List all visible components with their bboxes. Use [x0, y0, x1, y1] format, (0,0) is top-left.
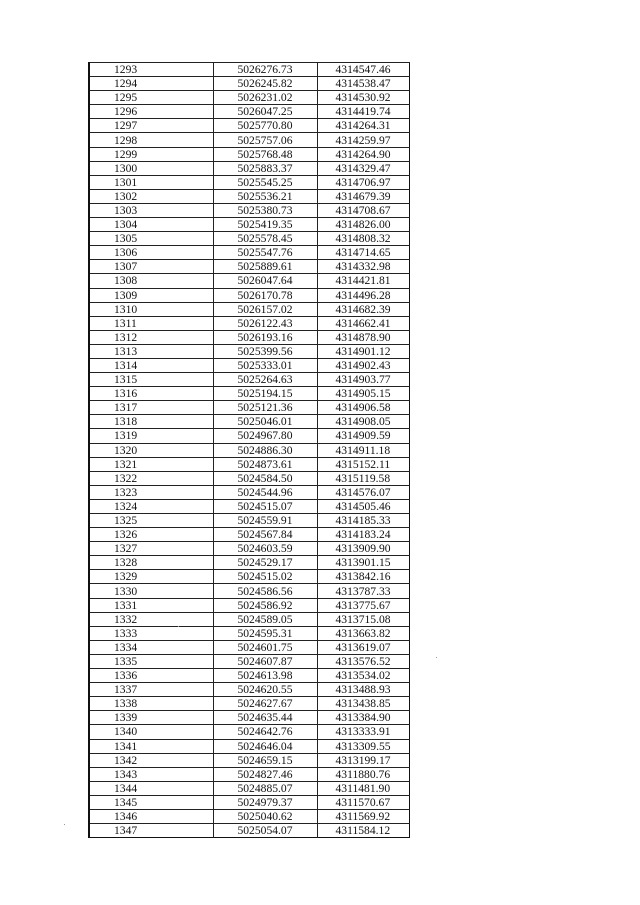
y-coordinate-cell: 4314505.46 [317, 499, 409, 513]
point-number-cell: 1312 [89, 330, 213, 344]
y-coordinate-cell: 4314538.47 [317, 77, 409, 91]
x-coordinate-cell: 5024979.37 [213, 795, 317, 809]
point-number-cell: 1295 [89, 91, 213, 105]
y-coordinate-cell: 4314332.98 [317, 260, 409, 274]
x-coordinate-cell: 5026122.43 [213, 316, 317, 330]
x-coordinate-cell: 5024646.04 [213, 739, 317, 753]
table-row [89, 584, 409, 598]
point-number-cell: 1325 [89, 514, 213, 528]
table-row [89, 387, 409, 401]
point-number-cell: 1341 [89, 739, 213, 753]
point-number-cell: 1313 [89, 344, 213, 358]
y-coordinate-cell: 4314908.05 [317, 415, 409, 429]
y-coordinate-cell: 4313619.07 [317, 640, 409, 654]
y-coordinate-cell: 4314708.67 [317, 203, 409, 217]
y-coordinate-cell: 4314706.97 [317, 175, 409, 189]
point-number-cell: 1338 [89, 697, 213, 711]
point-number-cell: 1328 [89, 556, 213, 570]
x-coordinate-cell: 5024603.59 [213, 542, 317, 556]
point-number-cell: 1317 [89, 401, 213, 415]
y-coordinate-cell: 4314901.12 [317, 344, 409, 358]
x-coordinate-cell: 5025757.06 [213, 133, 317, 147]
table-row [89, 767, 409, 781]
table-row [89, 373, 409, 387]
x-coordinate-cell: 5026193.16 [213, 330, 317, 344]
y-coordinate-cell: 4314264.31 [317, 119, 409, 133]
point-number-cell: 1329 [89, 570, 213, 584]
scan-speck [436, 657, 437, 658]
point-number-cell: 1296 [89, 105, 213, 119]
x-coordinate-cell: 5025768.48 [213, 147, 317, 161]
x-coordinate-cell: 5024567.84 [213, 528, 317, 542]
x-coordinate-cell: 5024589.05 [213, 612, 317, 626]
table-row [89, 330, 409, 344]
table-row [89, 147, 409, 161]
point-number-cell: 1324 [89, 499, 213, 513]
x-coordinate-cell: 5024601.75 [213, 640, 317, 654]
point-number-cell: 1337 [89, 683, 213, 697]
point-number-cell: 1293 [89, 63, 213, 77]
x-coordinate-cell: 5026231.02 [213, 91, 317, 105]
point-number-cell: 1320 [89, 443, 213, 457]
point-number-cell: 1311 [89, 316, 213, 330]
table-row [89, 401, 409, 415]
table-row [89, 189, 409, 203]
point-number-cell: 1315 [89, 373, 213, 387]
point-number-cell: 1298 [89, 133, 213, 147]
table-row [89, 344, 409, 358]
y-coordinate-cell: 4314878.90 [317, 330, 409, 344]
point-number-cell: 1305 [89, 232, 213, 246]
point-number-cell: 1308 [89, 274, 213, 288]
table-row [89, 105, 409, 119]
point-number-cell: 1299 [89, 147, 213, 161]
point-number-cell: 1326 [89, 528, 213, 542]
point-number-cell: 1345 [89, 795, 213, 809]
y-coordinate-cell: 4313842.16 [317, 570, 409, 584]
y-coordinate-cell: 4313488.93 [317, 683, 409, 697]
table-row [89, 415, 409, 429]
table-row [89, 514, 409, 528]
table-row [89, 358, 409, 372]
x-coordinate-cell: 5025046.01 [213, 415, 317, 429]
point-number-cell: 1307 [89, 260, 213, 274]
x-coordinate-cell: 5024620.55 [213, 683, 317, 697]
y-coordinate-cell: 4313438.85 [317, 697, 409, 711]
y-coordinate-cell: 4314905.15 [317, 387, 409, 401]
point-number-cell: 1330 [89, 584, 213, 598]
x-coordinate-cell: 5025264.63 [213, 373, 317, 387]
y-coordinate-cell: 4313909.90 [317, 542, 409, 556]
y-coordinate-cell: 4313534.02 [317, 669, 409, 683]
y-coordinate-cell: 4314808.32 [317, 232, 409, 246]
x-coordinate-cell: 5024515.02 [213, 570, 317, 584]
y-coordinate-cell: 4311570.67 [317, 795, 409, 809]
y-coordinate-cell: 4313384.90 [317, 711, 409, 725]
table-row [89, 598, 409, 612]
point-number-cell: 1346 [89, 809, 213, 823]
x-coordinate-cell: 5024529.17 [213, 556, 317, 570]
y-coordinate-cell: 4314902.43 [317, 358, 409, 372]
x-coordinate-cell: 5026157.02 [213, 302, 317, 316]
point-number-cell: 1301 [89, 175, 213, 189]
table-row [89, 161, 409, 175]
x-coordinate-cell: 5026047.64 [213, 274, 317, 288]
x-coordinate-cell: 5026245.82 [213, 77, 317, 91]
y-coordinate-cell: 4311569.92 [317, 809, 409, 823]
y-coordinate-cell: 4313333.91 [317, 725, 409, 739]
y-coordinate-cell: 4314496.28 [317, 288, 409, 302]
y-coordinate-cell: 4314679.39 [317, 189, 409, 203]
table-row [89, 739, 409, 753]
point-number-cell: 1316 [89, 387, 213, 401]
point-number-cell: 1340 [89, 725, 213, 739]
y-coordinate-cell: 4311880.76 [317, 767, 409, 781]
point-number-cell: 1332 [89, 612, 213, 626]
x-coordinate-cell: 5026047.25 [213, 105, 317, 119]
x-coordinate-cell: 5025399.56 [213, 344, 317, 358]
scan-speck [178, 626, 179, 627]
table-row [89, 133, 409, 147]
y-coordinate-cell: 4313787.33 [317, 584, 409, 598]
point-number-cell: 1318 [89, 415, 213, 429]
x-coordinate-cell: 5025536.21 [213, 189, 317, 203]
x-coordinate-cell: 5025545.25 [213, 175, 317, 189]
x-coordinate-cell: 5026170.78 [213, 288, 317, 302]
table-row [89, 288, 409, 302]
y-coordinate-cell: 4314903.77 [317, 373, 409, 387]
point-number-cell: 1347 [89, 824, 213, 838]
table-row [89, 795, 409, 809]
y-coordinate-cell: 4314547.46 [317, 63, 409, 77]
point-number-cell: 1336 [89, 669, 213, 683]
x-coordinate-cell: 5024613.98 [213, 669, 317, 683]
coordinates-table [88, 62, 410, 838]
point-number-cell: 1327 [89, 542, 213, 556]
y-coordinate-cell: 4314662.41 [317, 316, 409, 330]
table-row [89, 753, 409, 767]
point-number-cell: 1335 [89, 654, 213, 668]
table-row [89, 457, 409, 471]
table-row [89, 697, 409, 711]
point-number-cell: 1319 [89, 429, 213, 443]
x-coordinate-cell: 5024886.30 [213, 443, 317, 457]
x-coordinate-cell: 5025578.45 [213, 232, 317, 246]
x-coordinate-cell: 5024635.44 [213, 711, 317, 725]
table-row [89, 626, 409, 640]
x-coordinate-cell: 5024659.15 [213, 753, 317, 767]
x-coordinate-cell: 5024642.76 [213, 725, 317, 739]
point-number-cell: 1302 [89, 189, 213, 203]
x-coordinate-cell: 5025054.07 [213, 824, 317, 838]
table-row [89, 781, 409, 795]
point-number-cell: 1297 [89, 119, 213, 133]
table-row [89, 119, 409, 133]
x-coordinate-cell: 5024595.31 [213, 626, 317, 640]
y-coordinate-cell: 4315119.58 [317, 471, 409, 485]
x-coordinate-cell: 5025883.37 [213, 161, 317, 175]
y-coordinate-cell: 4314419.74 [317, 105, 409, 119]
table-row [89, 471, 409, 485]
table-row [89, 725, 409, 739]
point-number-cell: 1310 [89, 302, 213, 316]
table-row [89, 63, 409, 77]
y-coordinate-cell: 4313715.08 [317, 612, 409, 626]
table-row [89, 528, 409, 542]
table-row [89, 640, 409, 654]
x-coordinate-cell: 5024544.96 [213, 485, 317, 499]
table-row [89, 683, 409, 697]
x-coordinate-cell: 5025121.36 [213, 401, 317, 415]
x-coordinate-cell: 5024885.07 [213, 781, 317, 795]
table-row [89, 218, 409, 232]
x-coordinate-cell: 5024873.61 [213, 457, 317, 471]
table-row [89, 824, 409, 838]
y-coordinate-cell: 4314264.90 [317, 147, 409, 161]
x-coordinate-cell: 5025194.15 [213, 387, 317, 401]
table-row [89, 485, 409, 499]
x-coordinate-cell: 5025419.35 [213, 218, 317, 232]
point-number-cell: 1303 [89, 203, 213, 217]
y-coordinate-cell: 4314826.00 [317, 218, 409, 232]
x-coordinate-cell: 5024559.91 [213, 514, 317, 528]
table-row [89, 232, 409, 246]
y-coordinate-cell: 4313901.15 [317, 556, 409, 570]
point-number-cell: 1334 [89, 640, 213, 654]
y-coordinate-cell: 4313775.67 [317, 598, 409, 612]
x-coordinate-cell: 5024627.67 [213, 697, 317, 711]
y-coordinate-cell: 4314576.07 [317, 485, 409, 499]
x-coordinate-cell: 5025333.01 [213, 358, 317, 372]
point-number-cell: 1294 [89, 77, 213, 91]
table-row [89, 570, 409, 584]
y-coordinate-cell: 4315152.11 [317, 457, 409, 471]
y-coordinate-cell: 4314911.18 [317, 443, 409, 457]
table-row [89, 77, 409, 91]
x-coordinate-cell: 5024584.50 [213, 471, 317, 485]
point-number-cell: 1344 [89, 781, 213, 795]
table-row [89, 612, 409, 626]
y-coordinate-cell: 4311481.90 [317, 781, 409, 795]
table-row [89, 316, 409, 330]
coordinates-table-body [89, 63, 409, 838]
table-row [89, 203, 409, 217]
point-number-cell: 1333 [89, 626, 213, 640]
point-number-cell: 1322 [89, 471, 213, 485]
table-row [89, 429, 409, 443]
x-coordinate-cell: 5025770.80 [213, 119, 317, 133]
table-row [89, 260, 409, 274]
y-coordinate-cell: 4313663.82 [317, 626, 409, 640]
table-row [89, 499, 409, 513]
point-number-cell: 1343 [89, 767, 213, 781]
x-coordinate-cell: 5025547.76 [213, 246, 317, 260]
table-row [89, 91, 409, 105]
point-number-cell: 1304 [89, 218, 213, 232]
scan-speck [64, 824, 65, 825]
y-coordinate-cell: 4314530.92 [317, 91, 409, 105]
point-number-cell: 1321 [89, 457, 213, 471]
point-number-cell: 1300 [89, 161, 213, 175]
y-coordinate-cell: 4314421.81 [317, 274, 409, 288]
y-coordinate-cell: 4314185.33 [317, 514, 409, 528]
x-coordinate-cell: 5024967.80 [213, 429, 317, 443]
x-coordinate-cell: 5025889.61 [213, 260, 317, 274]
table-row [89, 556, 409, 570]
y-coordinate-cell: 4313199.17 [317, 753, 409, 767]
point-number-cell: 1342 [89, 753, 213, 767]
table-row [89, 809, 409, 823]
table-row [89, 542, 409, 556]
table-row [89, 302, 409, 316]
x-coordinate-cell: 5024827.46 [213, 767, 317, 781]
x-coordinate-cell: 5024586.92 [213, 598, 317, 612]
x-coordinate-cell: 5026276.73 [213, 63, 317, 77]
y-coordinate-cell: 4314906.58 [317, 401, 409, 415]
y-coordinate-cell: 4311584.12 [317, 824, 409, 838]
x-coordinate-cell: 5025040.62 [213, 809, 317, 823]
table-row [89, 669, 409, 683]
table-row [89, 175, 409, 189]
x-coordinate-cell: 5025380.73 [213, 203, 317, 217]
y-coordinate-cell: 4314714.65 [317, 246, 409, 260]
x-coordinate-cell: 5024607.87 [213, 654, 317, 668]
y-coordinate-cell: 4314183.24 [317, 528, 409, 542]
y-coordinate-cell: 4314329.47 [317, 161, 409, 175]
table-row [89, 274, 409, 288]
y-coordinate-cell: 4314682.39 [317, 302, 409, 316]
point-number-cell: 1323 [89, 485, 213, 499]
x-coordinate-cell: 5024586.56 [213, 584, 317, 598]
y-coordinate-cell: 4314909.59 [317, 429, 409, 443]
table-row [89, 654, 409, 668]
y-coordinate-cell: 4313309.55 [317, 739, 409, 753]
point-number-cell: 1306 [89, 246, 213, 260]
point-number-cell: 1314 [89, 358, 213, 372]
point-number-cell: 1309 [89, 288, 213, 302]
y-coordinate-cell: 4314259.97 [317, 133, 409, 147]
point-number-cell: 1331 [89, 598, 213, 612]
table-row [89, 246, 409, 260]
point-number-cell: 1339 [89, 711, 213, 725]
table-row [89, 711, 409, 725]
y-coordinate-cell: 4313576.52 [317, 654, 409, 668]
table-row [89, 443, 409, 457]
x-coordinate-cell: 5024515.07 [213, 499, 317, 513]
